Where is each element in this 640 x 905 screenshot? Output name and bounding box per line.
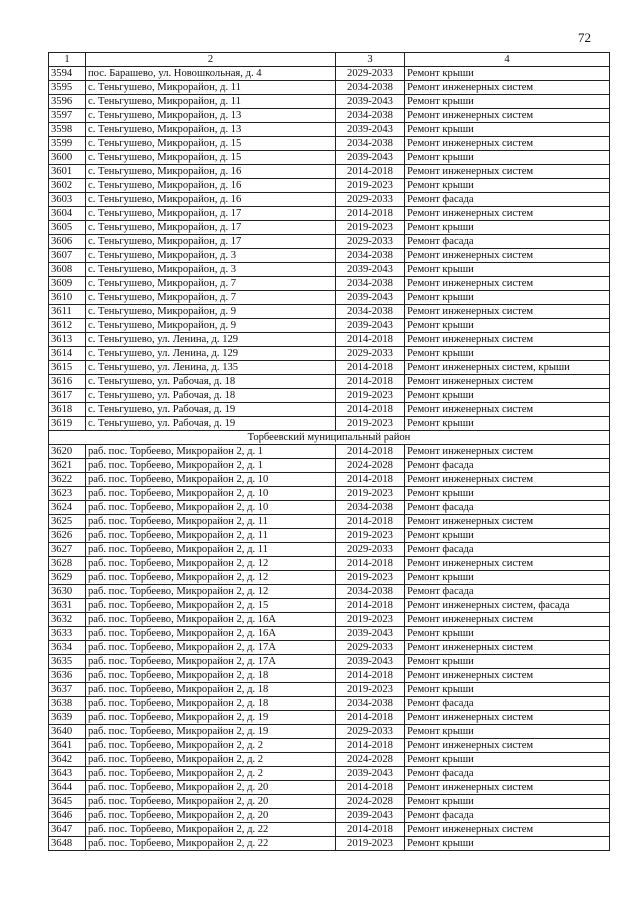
row-period: 2024-2028 [336, 753, 405, 767]
row-work-type: Ремонт крыши [405, 529, 610, 543]
row-address: раб. пос. Торбеево, Микрорайон 2, д. 12 [86, 571, 336, 585]
row-number: 3631 [49, 599, 86, 613]
row-work-type: Ремонт инженерных систем [405, 375, 610, 389]
row-period: 2034-2038 [336, 137, 405, 151]
row-work-type: Ремонт инженерных систем [405, 711, 610, 725]
row-work-type: Ремонт крыши [405, 389, 610, 403]
row-number: 3627 [49, 543, 86, 557]
table-row [49, 711, 610, 725]
row-period: 2039-2043 [336, 767, 405, 781]
row-period: 2034-2038 [336, 305, 405, 319]
row-period: 2014-2018 [336, 557, 405, 571]
row-work-type: Ремонт крыши [405, 487, 610, 501]
table-row [49, 179, 610, 193]
row-period: 2029-2033 [336, 347, 405, 361]
column-header-work: 4 [405, 53, 610, 67]
row-address: раб. пос. Торбеево, Микрорайон 2, д. 19 [86, 725, 336, 739]
row-number: 3614 [49, 347, 86, 361]
row-address: раб. пос. Торбеево, Микрорайон 2, д. 1 [86, 459, 336, 473]
table-row [49, 277, 610, 291]
row-address: раб. пос. Торбеево, Микрорайон 2, д. 16А [86, 627, 336, 641]
row-period: 2029-2033 [336, 543, 405, 557]
table-row [49, 389, 610, 403]
table-row [49, 641, 610, 655]
row-address: с. Теньгушево, Микрорайон, д. 9 [86, 319, 336, 333]
table-row [49, 571, 610, 585]
row-address: раб. пос. Торбеево, Микрорайон 2, д. 20 [86, 795, 336, 809]
row-number: 3595 [49, 81, 86, 95]
table-row [49, 697, 610, 711]
row-work-type: Ремонт фасада [405, 697, 610, 711]
row-address: с. Теньгушево, Микрорайон, д. 15 [86, 151, 336, 165]
row-work-type: Ремонт инженерных систем [405, 641, 610, 655]
row-number: 3634 [49, 641, 86, 655]
row-work-type: Ремонт инженерных систем [405, 781, 610, 795]
row-work-type: Ремонт крыши [405, 263, 610, 277]
row-period: 2034-2038 [336, 585, 405, 599]
row-address: раб. пос. Торбеево, Микрорайон 2, д. 20 [86, 809, 336, 823]
table-row [49, 781, 610, 795]
table-row [49, 151, 610, 165]
table-row [49, 221, 610, 235]
row-work-type: Ремонт инженерных систем [405, 305, 610, 319]
table-row [49, 487, 610, 501]
row-number: 3621 [49, 459, 86, 473]
row-work-type: Ремонт крыши [405, 179, 610, 193]
row-number: 3618 [49, 403, 86, 417]
row-number: 3604 [49, 207, 86, 221]
row-address: раб. пос. Торбеево, Микрорайон 2, д. 18 [86, 669, 336, 683]
row-address: раб. пос. Торбеево, Микрорайон 2, д. 11 [86, 543, 336, 557]
row-number: 3613 [49, 333, 86, 347]
table-row [49, 809, 610, 823]
table-row [49, 403, 610, 417]
row-period: 2024-2028 [336, 459, 405, 473]
row-work-type: Ремонт крыши [405, 319, 610, 333]
table-row [49, 137, 610, 151]
section-title: Торбеевский муниципальный район [49, 431, 610, 445]
row-number: 3600 [49, 151, 86, 165]
row-number: 3646 [49, 809, 86, 823]
table-row [49, 417, 610, 431]
row-number: 3638 [49, 697, 86, 711]
row-period: 2014-2018 [336, 165, 405, 179]
row-number: 3619 [49, 417, 86, 431]
row-period: 2014-2018 [336, 333, 405, 347]
row-address: раб. пос. Торбеево, Микрорайон 2, д. 11 [86, 529, 336, 543]
table-row [49, 249, 610, 263]
row-work-type: Ремонт инженерных систем, крыши [405, 361, 610, 375]
row-work-type: Ремонт фасада [405, 767, 610, 781]
row-number: 3648 [49, 837, 86, 851]
row-address: раб. пос. Торбеево, Микрорайон 2, д. 16А [86, 613, 336, 627]
row-work-type: Ремонт крыши [405, 291, 610, 305]
row-work-type: Ремонт крыши [405, 221, 610, 235]
row-work-type: Ремонт инженерных систем [405, 613, 610, 627]
row-period: 2014-2018 [336, 823, 405, 837]
row-work-type: Ремонт крыши [405, 571, 610, 585]
row-number: 3635 [49, 655, 86, 669]
row-period: 2014-2018 [336, 599, 405, 613]
row-period: 2034-2038 [336, 249, 405, 263]
row-work-type: Ремонт крыши [405, 417, 610, 431]
table-row [49, 473, 610, 487]
row-number: 3637 [49, 683, 86, 697]
row-address: с. Теньгушево, ул. Рабочая, д. 19 [86, 403, 336, 417]
row-address: с. Теньгушево, Микрорайон, д. 13 [86, 109, 336, 123]
row-number: 3594 [49, 67, 86, 81]
row-address: с. Теньгушево, Микрорайон, д. 15 [86, 137, 336, 151]
row-work-type: Ремонт фасада [405, 235, 610, 249]
row-number: 3642 [49, 753, 86, 767]
row-period: 2014-2018 [336, 781, 405, 795]
table-row [49, 753, 610, 767]
row-address: пос. Барашево, ул. Новошкольная, д. 4 [86, 67, 336, 81]
table-body [49, 53, 610, 851]
row-work-type: Ремонт инженерных систем [405, 165, 610, 179]
row-work-type: Ремонт инженерных систем [405, 249, 610, 263]
row-period: 2019-2023 [336, 487, 405, 501]
row-address: раб. пос. Торбеево, Микрорайон 2, д. 1 [86, 445, 336, 459]
row-period: 2029-2033 [336, 67, 405, 81]
row-work-type: Ремонт крыши [405, 347, 610, 361]
row-period: 2014-2018 [336, 739, 405, 753]
row-period: 2019-2023 [336, 529, 405, 543]
table-header-row [49, 53, 610, 67]
table-row [49, 95, 610, 109]
row-address: с. Теньгушево, ул. Рабочая, д. 18 [86, 375, 336, 389]
row-work-type: Ремонт крыши [405, 655, 610, 669]
row-period: 2014-2018 [336, 207, 405, 221]
row-number: 3616 [49, 375, 86, 389]
row-period: 2014-2018 [336, 669, 405, 683]
row-address: с. Теньгушево, ул. Ленина, д. 129 [86, 347, 336, 361]
table-row [49, 319, 610, 333]
row-period: 2019-2023 [336, 571, 405, 585]
row-period: 2039-2043 [336, 123, 405, 137]
table-row [49, 655, 610, 669]
row-work-type: Ремонт инженерных систем [405, 333, 610, 347]
row-work-type: Ремонт крыши [405, 67, 610, 81]
table-row [49, 585, 610, 599]
row-period: 2039-2043 [336, 291, 405, 305]
row-number: 3632 [49, 613, 86, 627]
row-period: 2014-2018 [336, 445, 405, 459]
row-work-type: Ремонт крыши [405, 725, 610, 739]
row-work-type: Ремонт фасада [405, 501, 610, 515]
row-number: 3626 [49, 529, 86, 543]
row-work-type: Ремонт инженерных систем [405, 137, 610, 151]
row-work-type: Ремонт инженерных систем [405, 277, 610, 291]
row-period: 2019-2023 [336, 613, 405, 627]
row-address: раб. пос. Торбеево, Микрорайон 2, д. 17А [86, 655, 336, 669]
row-address: с. Теньгушево, Микрорайон, д. 17 [86, 235, 336, 249]
row-address: раб. пос. Торбеево, Микрорайон 2, д. 22 [86, 837, 336, 851]
table-row [49, 613, 610, 627]
row-work-type: Ремонт крыши [405, 151, 610, 165]
row-work-type: Ремонт фасада [405, 459, 610, 473]
table-row [49, 725, 610, 739]
row-number: 3597 [49, 109, 86, 123]
row-number: 3620 [49, 445, 86, 459]
row-period: 2019-2023 [336, 389, 405, 403]
row-number: 3617 [49, 389, 86, 403]
row-period: 2039-2043 [336, 95, 405, 109]
table-row [49, 515, 610, 529]
table-row [49, 263, 610, 277]
row-address: раб. пос. Торбеево, Микрорайон 2, д. 20 [86, 781, 336, 795]
row-address: с. Теньгушево, Микрорайон, д. 16 [86, 179, 336, 193]
row-number: 3644 [49, 781, 86, 795]
row-work-type: Ремонт инженерных систем [405, 557, 610, 571]
table-row [49, 739, 610, 753]
row-work-type: Ремонт инженерных систем, фасада [405, 599, 610, 613]
table-row [49, 837, 610, 851]
table-row [49, 767, 610, 781]
table-row [49, 123, 610, 137]
table-row [49, 557, 610, 571]
row-number: 3615 [49, 361, 86, 375]
table-row [49, 599, 610, 613]
row-period: 2029-2033 [336, 725, 405, 739]
table-row [49, 193, 610, 207]
row-address: с. Теньгушево, Микрорайон, д. 16 [86, 193, 336, 207]
row-number: 3610 [49, 291, 86, 305]
row-number: 3636 [49, 669, 86, 683]
table-row [49, 207, 610, 221]
row-work-type: Ремонт фасада [405, 585, 610, 599]
row-number: 3596 [49, 95, 86, 109]
table-row [49, 235, 610, 249]
row-number: 3645 [49, 795, 86, 809]
row-number: 3628 [49, 557, 86, 571]
row-number: 3622 [49, 473, 86, 487]
row-work-type: Ремонт инженерных систем [405, 207, 610, 221]
row-number: 3608 [49, 263, 86, 277]
row-work-type: Ремонт крыши [405, 837, 610, 851]
page-number: 72 [578, 30, 591, 45]
row-period: 2034-2038 [336, 697, 405, 711]
row-period: 2014-2018 [336, 473, 405, 487]
row-number: 3599 [49, 137, 86, 151]
row-work-type: Ремонт инженерных систем [405, 669, 610, 683]
table-row [49, 501, 610, 515]
row-number: 3598 [49, 123, 86, 137]
row-address: раб. пос. Торбеево, Микрорайон 2, д. 15 [86, 599, 336, 613]
row-period: 2019-2023 [336, 221, 405, 235]
row-work-type: Ремонт крыши [405, 753, 610, 767]
table-row [49, 361, 610, 375]
repair-schedule-table [48, 52, 610, 851]
row-work-type: Ремонт инженерных систем [405, 739, 610, 753]
row-period: 2024-2028 [336, 795, 405, 809]
row-address: раб. пос. Торбеево, Микрорайон 2, д. 17А [86, 641, 336, 655]
row-work-type: Ремонт крыши [405, 683, 610, 697]
row-address: раб. пос. Торбеево, Микрорайон 2, д. 2 [86, 739, 336, 753]
row-period: 2034-2038 [336, 277, 405, 291]
row-number: 3602 [49, 179, 86, 193]
row-period: 2034-2038 [336, 501, 405, 515]
row-address: с. Теньгушево, Микрорайон, д. 17 [86, 221, 336, 235]
row-work-type: Ремонт крыши [405, 795, 610, 809]
row-work-type: Ремонт крыши [405, 95, 610, 109]
row-number: 3612 [49, 319, 86, 333]
row-address: с. Теньгушево, Микрорайон, д. 11 [86, 81, 336, 95]
row-address: раб. пос. Торбеево, Микрорайон 2, д. 2 [86, 767, 336, 781]
row-address: с. Теньгушево, Микрорайон, д. 13 [86, 123, 336, 137]
row-number: 3639 [49, 711, 86, 725]
row-period: 2019-2023 [336, 179, 405, 193]
row-period: 2014-2018 [336, 515, 405, 529]
row-period: 2034-2038 [336, 109, 405, 123]
row-number: 3623 [49, 487, 86, 501]
row-address: с. Теньгушево, ул. Ленина, д. 129 [86, 333, 336, 347]
row-address: с. Теньгушево, Микрорайон, д. 17 [86, 207, 336, 221]
row-address: раб. пос. Торбеево, Микрорайон 2, д. 2 [86, 753, 336, 767]
row-address: раб. пос. Торбеево, Микрорайон 2, д. 10 [86, 487, 336, 501]
row-work-type: Ремонт фасада [405, 193, 610, 207]
row-address: раб. пос. Торбеево, Микрорайон 2, д. 11 [86, 515, 336, 529]
row-period: 2039-2043 [336, 263, 405, 277]
table-row [49, 333, 610, 347]
row-number: 3611 [49, 305, 86, 319]
row-address: с. Теньгушево, Микрорайон, д. 11 [86, 95, 336, 109]
table-row [49, 67, 610, 81]
section-row [49, 431, 610, 445]
column-header-address: 2 [86, 53, 336, 67]
row-number: 3603 [49, 193, 86, 207]
table-row [49, 683, 610, 697]
row-number: 3629 [49, 571, 86, 585]
row-period: 2039-2043 [336, 655, 405, 669]
row-address: с. Теньгушево, Микрорайон, д. 3 [86, 263, 336, 277]
table-row [49, 375, 610, 389]
row-address: раб. пос. Торбеево, Микрорайон 2, д. 18 [86, 697, 336, 711]
row-number: 3641 [49, 739, 86, 753]
table-row [49, 291, 610, 305]
row-number: 3647 [49, 823, 86, 837]
table-row [49, 445, 610, 459]
table-row [49, 823, 610, 837]
row-work-type: Ремонт инженерных систем [405, 81, 610, 95]
row-work-type: Ремонт крыши [405, 123, 610, 137]
row-address: с. Теньгушево, Микрорайон, д. 7 [86, 277, 336, 291]
row-address: раб. пос. Торбеево, Микрорайон 2, д. 19 [86, 711, 336, 725]
column-header-period: 3 [336, 53, 405, 67]
row-number: 3625 [49, 515, 86, 529]
row-number: 3605 [49, 221, 86, 235]
table-row [49, 305, 610, 319]
table-row [49, 347, 610, 361]
table-row [49, 627, 610, 641]
row-number: 3633 [49, 627, 86, 641]
row-work-type: Ремонт инженерных систем [405, 473, 610, 487]
row-work-type: Ремонт инженерных систем [405, 403, 610, 417]
row-address: с. Теньгушево, ул. Рабочая, д. 18 [86, 389, 336, 403]
row-work-type: Ремонт инженерных систем [405, 109, 610, 123]
row-work-type: Ремонт крыши [405, 627, 610, 641]
row-period: 2014-2018 [336, 711, 405, 725]
row-number: 3643 [49, 767, 86, 781]
row-address: раб. пос. Торбеево, Микрорайон 2, д. 10 [86, 501, 336, 515]
row-number: 3607 [49, 249, 86, 263]
row-period: 2014-2018 [336, 403, 405, 417]
row-number: 3601 [49, 165, 86, 179]
row-address: с. Теньгушево, Микрорайон, д. 3 [86, 249, 336, 263]
row-number: 3624 [49, 501, 86, 515]
table-row [49, 165, 610, 179]
row-address: с. Теньгушево, Микрорайон, д. 7 [86, 291, 336, 305]
row-work-type: Ремонт фасада [405, 809, 610, 823]
row-period: 2014-2018 [336, 361, 405, 375]
row-work-type: Ремонт инженерных систем [405, 823, 610, 837]
row-period: 2029-2033 [336, 193, 405, 207]
table-row [49, 109, 610, 123]
row-number: 3630 [49, 585, 86, 599]
table-row [49, 795, 610, 809]
row-work-type: Ремонт инженерных систем [405, 515, 610, 529]
row-address: раб. пос. Торбеево, Микрорайон 2, д. 12 [86, 557, 336, 571]
row-number: 3609 [49, 277, 86, 291]
row-address: раб. пос. Торбеево, Микрорайон 2, д. 22 [86, 823, 336, 837]
row-number: 3640 [49, 725, 86, 739]
row-address: с. Теньгушево, Микрорайон, д. 9 [86, 305, 336, 319]
row-period: 2029-2033 [336, 235, 405, 249]
row-period: 2039-2043 [336, 319, 405, 333]
table-row [49, 459, 610, 473]
row-number: 3606 [49, 235, 86, 249]
row-period: 2029-2033 [336, 641, 405, 655]
row-address: с. Теньгушево, ул. Рабочая, д. 19 [86, 417, 336, 431]
row-period: 2019-2023 [336, 683, 405, 697]
row-period: 2039-2043 [336, 627, 405, 641]
row-period: 2014-2018 [336, 375, 405, 389]
row-address: с. Теньгушево, Микрорайон, д. 16 [86, 165, 336, 179]
row-period: 2019-2023 [336, 837, 405, 851]
table-row [49, 529, 610, 543]
row-period: 2019-2023 [336, 417, 405, 431]
row-address: раб. пос. Торбеево, Микрорайон 2, д. 18 [86, 683, 336, 697]
table-row [49, 543, 610, 557]
table-row [49, 81, 610, 95]
row-period: 2039-2043 [336, 151, 405, 165]
column-header-number: 1 [49, 53, 86, 67]
table-row [49, 669, 610, 683]
row-period: 2039-2043 [336, 809, 405, 823]
row-address: с. Теньгушево, ул. Ленина, д. 135 [86, 361, 336, 375]
row-address: раб. пос. Торбеево, Микрорайон 2, д. 10 [86, 473, 336, 487]
row-work-type: Ремонт инженерных систем [405, 445, 610, 459]
row-work-type: Ремонт фасада [405, 543, 610, 557]
row-address: раб. пос. Торбеево, Микрорайон 2, д. 12 [86, 585, 336, 599]
row-period: 2034-2038 [336, 81, 405, 95]
